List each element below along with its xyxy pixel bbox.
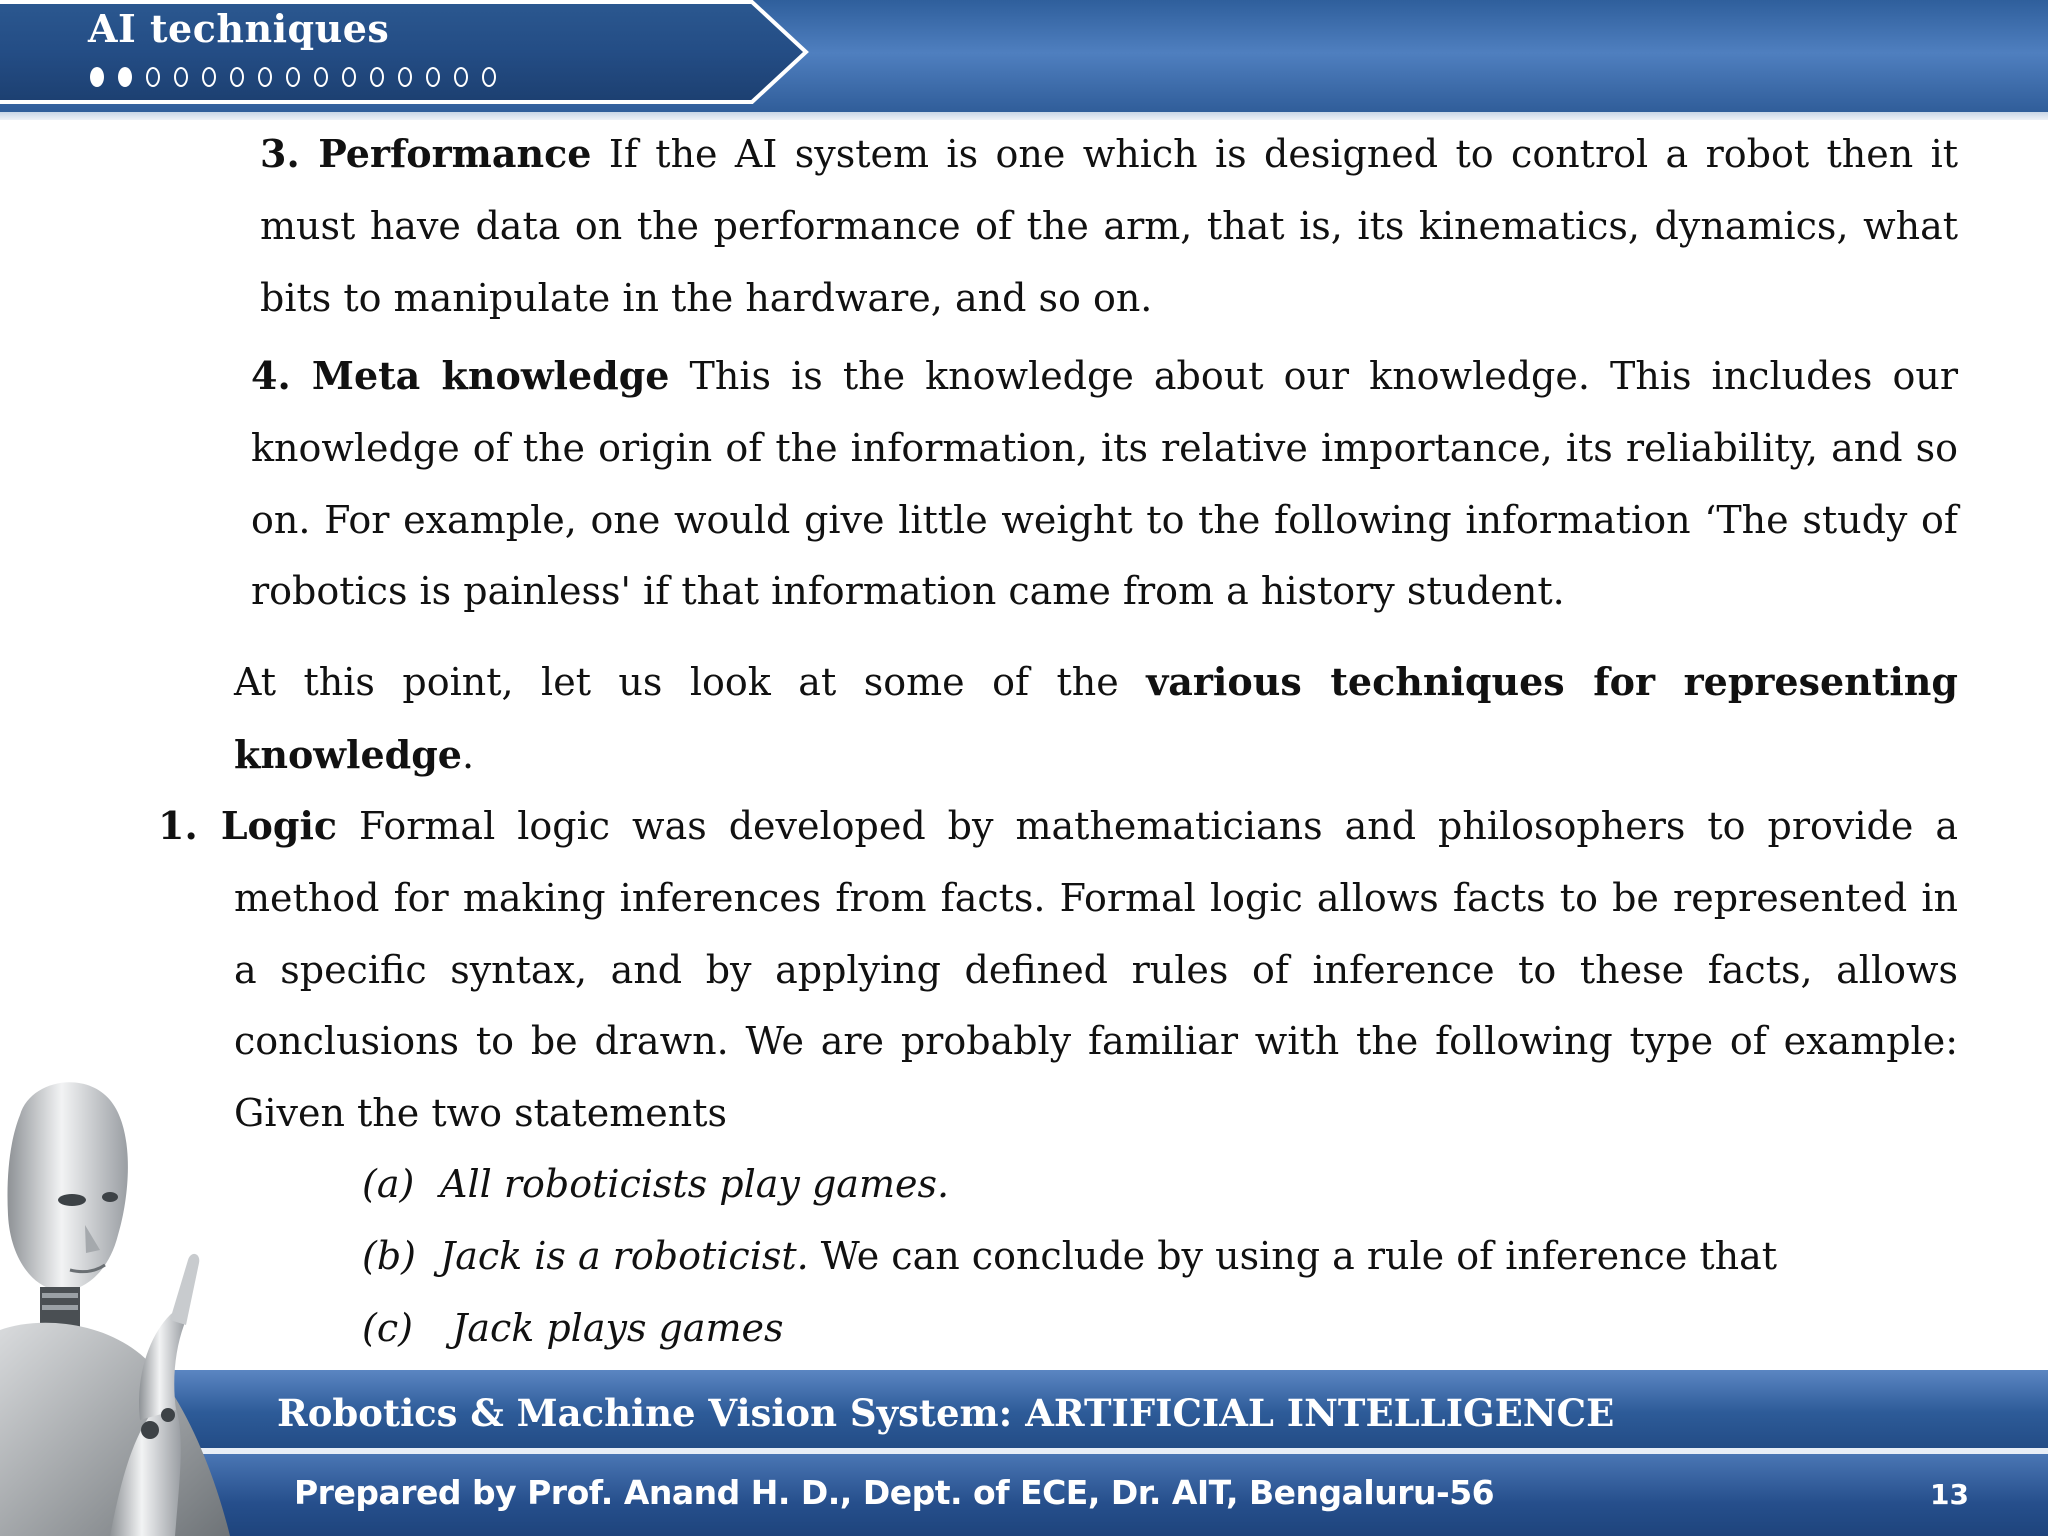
page-number: 13 [1930,1478,1969,1511]
paragraph-logic [158,790,1958,1150]
list-item [362,1298,784,1358]
progress-dot [398,67,412,87]
paragraph-meta-knowledge [251,340,1958,628]
author-credit: Prepared by Prof. Anand H. D., Dept. of ECE, Dr. AIT, Bengaluru-56 [294,1473,1495,1512]
list-item-italic: Jack is a roboticist. [440,1234,809,1278]
progress-dot [426,67,440,87]
list-marker: (a) [362,1162,415,1206]
progress-dot-filled [90,67,104,87]
list-item [362,1154,949,1214]
list-marker: (c) [362,1306,413,1350]
paragraph-text: Formal logic was developed by mathematicians and philosophers to provide a method for making inferences from facts. Formal logic allows facts to be represented in a specific syntax, and by applying defined rules of inference to these facts, allows conclusions to be drawn. We are probably familiar with the following type of example: Given the two statements [234,804,1958,1136]
slide-progress-indicator [90,62,496,92]
list-item-italic: All roboticists play games. [440,1162,950,1206]
progress-dot-filled [118,67,132,87]
slide-title: AI techniques [88,6,390,51]
paragraph-text: . [461,732,475,777]
paragraph-text: If the AI system is one which is designed to control a robot then it must have data on the performance of the arm, that is, its kinematics, dynamics, what bits to manipulate in the hardware, and so on. [260,132,1958,320]
paragraph-techniques-intro [234,646,1958,792]
progress-dot [286,67,300,87]
progress-dot [202,67,216,87]
paragraph-emphasis: various techniques for representing knowledge [234,659,1958,777]
robot-illustration [0,1075,240,1536]
paragraph-label: 3. Performance [260,131,592,176]
progress-dot [174,67,188,87]
progress-dot [230,67,244,87]
progress-dot [370,67,384,87]
list-item-italic: Jack plays games [440,1306,784,1350]
progress-dot [258,67,272,87]
paragraph-label: 1. Logic [158,803,338,848]
progress-dot [146,67,160,87]
list-item-text: We can conclude by using a rule of inference that [808,1234,1778,1278]
course-title: Robotics & Machine Vision System: ARTIFICIAL INTELLIGENCE [277,1391,1615,1435]
list-marker: (b) [362,1234,416,1278]
paragraph-text: This is the knowledge about our knowledge. This includes our knowledge of the origin of the information, its relative importance, its reliability, and so on. For example, one would give little weight to the following information ‘The study of robotics is painless' if that information came from a history student. [251,354,1958,614]
paragraph-performance [260,118,1958,334]
progress-dot [314,67,328,87]
progress-dot [342,67,356,87]
paragraph-label: 4. Meta knowledge [251,353,670,398]
list-item [362,1226,1777,1286]
paragraph-text: At this point, let us look at some of the [234,660,1147,704]
progress-dot [454,67,468,87]
progress-dot [482,67,496,87]
